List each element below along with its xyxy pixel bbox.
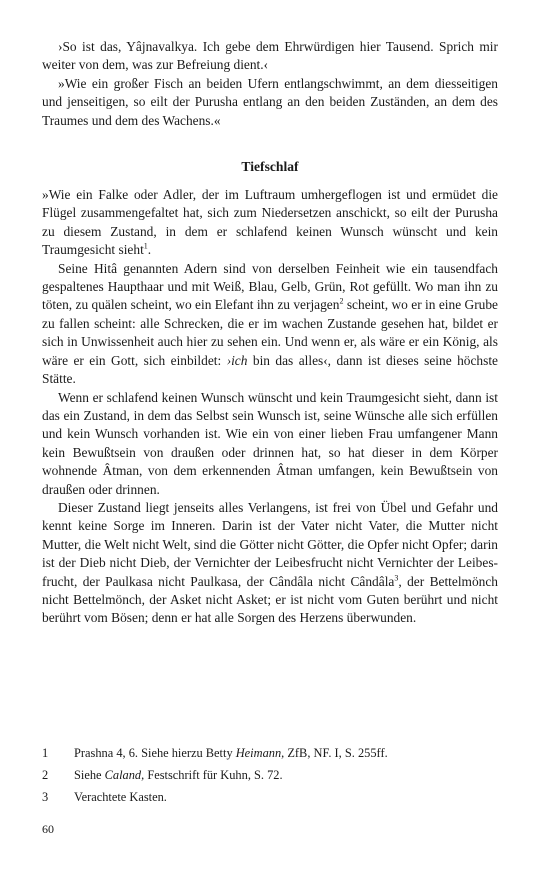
text-run: Siehe [74, 768, 105, 782]
text-run: . [147, 242, 152, 258]
paragraph-3 [42, 186, 498, 260]
text-run: »Wie ein großer Fisch an beiden Ufern entlangschwimmt, an dem diesseitigen und jenseitigen, so eilt der Purusha entlang an den beiden Zuständen, an dem des Traumes und dem des Wachens.« [42, 75, 498, 128]
footnote-text [74, 764, 283, 786]
footnote-marker: 3 [394, 573, 399, 583]
footnote-text [74, 742, 388, 764]
page-body [42, 38, 498, 628]
page-number: 60 [42, 822, 54, 836]
paragraph-5 [42, 389, 498, 499]
footnote-marker: 2 [339, 297, 344, 306]
italic-text: ›ich [226, 352, 248, 368]
text-run: Seine Hitâ genannten Adern sind von derselben Feinheit wie ein tausendfach gespaltenes Haupthaar und mit Weiß, Blau, Gelb, Grün, Rot gefüllt. Wo man ihn zu töten, zu quälen scheint, wo ein Elefant ihn zu verjagen [42, 260, 498, 313]
footnote-number: 3 [42, 790, 49, 804]
footnote-3 [42, 786, 498, 808]
text-run: , der Bettelmönch nicht Bettelmönch, der Asket nicht Asket; er ist nicht vom Guten berührt und nicht berührt vom Bösen; denn er hat alle Sorgen des Herzens überwunden. [42, 573, 498, 626]
footnote-text [74, 786, 167, 808]
text-run: scheint, wo er in eine Grube zu fallen scheint: alle Schrecken, die er im wachen Zustande gesehen hat, bildet er sich in Unwissenheit auch hier zu sehen ein. Und wenn er, als wäre er ein König, als wäre er ein Gott, sich einbildet: [42, 297, 498, 368]
text-run: ZfB, NF. I, S. 255ff. [284, 746, 388, 760]
italic-text: Caland, [104, 768, 145, 782]
footnote-2 [42, 764, 498, 786]
footnotes [42, 742, 498, 808]
footnote-marker: 1 [143, 241, 148, 251]
section-heading: Tiefschlaf [241, 159, 299, 175]
text-run: Wenn er schlafend keinen Wunsch wünscht und kein Traumgesicht sieht, dann ist das ein Zustand, in dem das Selbst sein Wunsch ist, seine Wünsche alle sich erfüllen und kein Wunsch vorhanden ist. Wie ein von einer lieben Frau umfangener Mann kein Bewußtsein von draußen oder drinnen hat, so hat dieser in dem Körper wohnende Âtman, von dem erkennenden Âtman umfangen, kein Bewußtsein von draußen oder drinnen. [42, 389, 498, 497]
text-run: bin das alles‹, dann ist dieses seine höchste Stätte. [42, 352, 498, 387]
italic-text: Heimann, [235, 746, 285, 760]
text-run: »Wie ein Falke oder Adler, der im Luftraum umhergeflogen ist und ermüdet die Flügel zusammengefaltet hat, sich zum Niedersetzen anschickt, so eilt der Purusha zu diesem Zustand, in dem er schlafend keinen Wunsch wünscht und kein Traumgesicht sieht [42, 187, 498, 258]
text-run: ›So ist das, Yâjnavalkya. Ich gebe dem Ehrwürdigen hier Tausend. Sprich mir weiter von dem, was zur Befreiung dient.‹ [42, 39, 498, 73]
text-run: Prashna 4, 6. Siehe hierzu Betty [74, 746, 236, 760]
text-run: Dieser Zustand liegt jenseits alles Verlangens, ist frei von Übel und Gefahr und kennt keine Sorge im Inneren. Darin ist der Vater nicht Vater, die Mutter nicht Mutter, die Welt nicht Welt, sind die Götter nicht Götter, die Opfer nicht Opfer; darin ist der Dieb nicht Dieb, der Vernichter der Leibesfrucht nicht Vernichter der Leibesfrucht, der Paulkasa nicht Paulkasa, der Cândâla nicht Cândâla [42, 499, 498, 589]
paragraph-6 [42, 499, 498, 628]
text-run: Verachtete Kasten. [74, 790, 167, 804]
paragraph-2 [42, 75, 498, 130]
footnote-1 [42, 742, 498, 764]
paragraph-4 [42, 260, 498, 389]
footnote-number: 1 [42, 746, 49, 760]
paragraph-1 [42, 38, 498, 75]
text-run: Festschrift für Kuhn, S. 72. [144, 768, 283, 782]
footnote-number: 2 [42, 768, 49, 782]
